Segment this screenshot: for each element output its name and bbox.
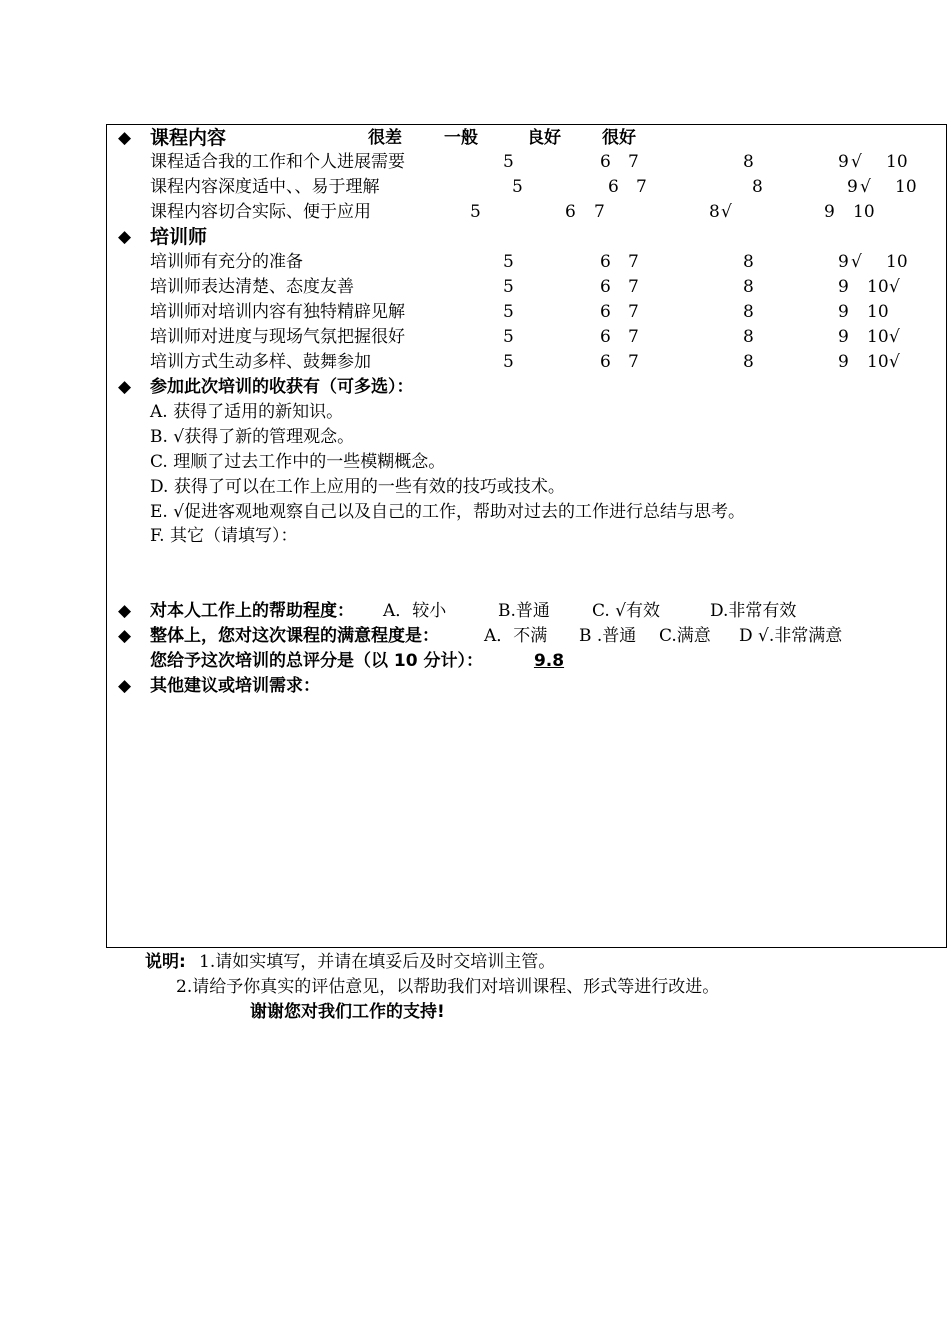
rating-6[interactable]: 6 <box>600 152 611 172</box>
rating-9[interactable]: 9 <box>824 202 835 222</box>
rating-5[interactable]: 5 <box>512 177 523 197</box>
bullet-icon: ◆ <box>118 227 132 247</box>
check-mark: √ <box>851 152 862 172</box>
rating-8[interactable]: 8 <box>709 202 720 222</box>
rating-7[interactable]: 7 <box>628 152 639 172</box>
rating-7[interactable]: 7 <box>628 302 639 322</box>
check-mark: √ <box>860 177 871 197</box>
bullet-icon: ◆ <box>118 128 132 148</box>
rating-8[interactable]: 8 <box>743 302 754 322</box>
gain-option-d[interactable]: D. 获得了可以在工作上应用的一些有效的技巧或技术。 <box>150 477 565 497</box>
rating-7[interactable]: 7 <box>636 177 647 197</box>
scale-good: 良好 <box>527 128 561 148</box>
check-mark: √ <box>889 352 900 372</box>
rating-10[interactable]: 10 <box>853 202 875 222</box>
bullet-icon: ◆ <box>118 377 132 397</box>
rating-6[interactable]: 6 <box>600 277 611 297</box>
section-title-content: 课程内容 <box>150 127 227 149</box>
rating-row-label: 课程内容切合实际、便于应用 <box>150 202 371 222</box>
check-mark: √ <box>889 277 900 297</box>
rating-8[interactable]: 8 <box>743 277 754 297</box>
rating-10[interactable]: 10 <box>895 177 917 197</box>
check-mark: √ <box>851 252 862 272</box>
section-title-trainer: 培训师 <box>150 226 208 248</box>
score-label: 您给予这次培训的总评分是（以 10 分计）： <box>150 651 483 671</box>
rating-row-label: 课程内容深度适中、、易于理解 <box>150 177 380 197</box>
help-label: 对本人工作上的帮助程度： <box>150 601 354 621</box>
gain-option-a[interactable]: A. 获得了适用的新知识。 <box>150 402 344 422</box>
scale-very-good: 很好 <box>602 128 636 148</box>
notes-line-1: 1.请如实填写，并请在填妥后及时交培训主管。 <box>199 952 556 972</box>
rating-7[interactable]: 7 <box>628 252 639 272</box>
rating-5[interactable]: 5 <box>503 327 514 347</box>
rating-10[interactable]: 10 <box>867 352 889 372</box>
scale-average: 一般 <box>444 128 478 148</box>
rating-5[interactable]: 5 <box>503 352 514 372</box>
score-value[interactable]: 9.8 <box>533 651 565 671</box>
rating-6[interactable]: 6 <box>608 177 619 197</box>
rating-9[interactable]: 9 <box>838 152 849 172</box>
satisfaction-option-b[interactable]: B .普通 <box>579 626 637 646</box>
rating-7[interactable]: 7 <box>594 202 605 222</box>
gain-option-e[interactable]: E. √促进客观地观察自己以及自己的工作，帮助对过去的工作进行总结与思考。 <box>150 502 746 522</box>
rating-row-label: 培训师对培训内容有独特精辟见解 <box>150 302 405 322</box>
thanks-text: 谢谢您对我们工作的支持! <box>250 1002 445 1022</box>
rating-5[interactable]: 5 <box>503 252 514 272</box>
satisfaction-option-d[interactable]: D √.非常满意 <box>739 626 843 646</box>
rating-8[interactable]: 8 <box>743 252 754 272</box>
bullet-icon: ◆ <box>118 626 132 646</box>
rating-9[interactable]: 9 <box>838 302 849 322</box>
satisfaction-label: 整体上，您对这次课程的满意程度是： <box>150 626 439 646</box>
rating-8[interactable]: 8 <box>743 327 754 347</box>
rating-6[interactable]: 6 <box>600 352 611 372</box>
rating-9[interactable]: 9 <box>838 277 849 297</box>
bullet-icon: ◆ <box>118 676 132 696</box>
rating-9[interactable]: 9 <box>838 327 849 347</box>
gain-option-f[interactable]: F. 其它（请填写）： <box>150 526 298 546</box>
notes-title: 说明: <box>145 952 186 972</box>
rating-10[interactable]: 10 <box>867 277 889 297</box>
rating-8[interactable]: 8 <box>743 352 754 372</box>
rating-row-label: 培训方式生动多样、鼓舞参加 <box>150 352 371 372</box>
check-mark: √ <box>721 202 732 222</box>
rating-5[interactable]: 5 <box>503 277 514 297</box>
gain-option-b[interactable]: B. √获得了新的管理观念。 <box>150 427 355 447</box>
notes-line-2: 2.请给予你真实的评估意见，以帮助我们对培训课程、形式等进行改进。 <box>176 977 720 997</box>
rating-9[interactable]: 9 <box>838 352 849 372</box>
rating-6[interactable]: 6 <box>600 327 611 347</box>
rating-row-label: 培训师对进度与现场气氛把握很好 <box>150 327 405 347</box>
help-option-d[interactable]: D.非常有效 <box>710 601 797 621</box>
rating-8[interactable]: 8 <box>743 152 754 172</box>
help-option-a[interactable]: A．较小 <box>383 601 447 621</box>
rating-9[interactable]: 9 <box>847 177 858 197</box>
rating-row-label: 培训师有充分的准备 <box>150 252 303 272</box>
rating-row-label: 培训师表达清楚、态度友善 <box>150 277 354 297</box>
satisfaction-option-a[interactable]: A．不满 <box>484 626 548 646</box>
rating-10[interactable]: 10 <box>886 152 908 172</box>
rating-6[interactable]: 6 <box>565 202 576 222</box>
rating-7[interactable]: 7 <box>628 327 639 347</box>
rating-8[interactable]: 8 <box>752 177 763 197</box>
check-mark: √ <box>889 327 900 347</box>
rating-6[interactable]: 6 <box>600 302 611 322</box>
gains-title: 参加此次培训的收获有（可多选）： <box>150 377 414 397</box>
rating-7[interactable]: 7 <box>628 352 639 372</box>
rating-row-label: 课程适合我的工作和个人进展需要 <box>150 152 405 172</box>
help-option-b[interactable]: B.普通 <box>498 601 550 621</box>
rating-5[interactable]: 5 <box>470 202 481 222</box>
suggest-label: 其他建议或培训需求： <box>150 676 320 696</box>
scale-very-poor: 很差 <box>368 128 402 148</box>
rating-10[interactable]: 10 <box>867 302 889 322</box>
bullet-icon: ◆ <box>118 601 132 621</box>
rating-6[interactable]: 6 <box>600 252 611 272</box>
help-option-c[interactable]: C. √有效 <box>592 601 661 621</box>
gain-option-c[interactable]: C. 理顺了过去工作中的一些模糊概念。 <box>150 452 446 472</box>
rating-9[interactable]: 9 <box>838 252 849 272</box>
rating-10[interactable]: 10 <box>867 327 889 347</box>
rating-5[interactable]: 5 <box>503 152 514 172</box>
satisfaction-option-c[interactable]: C.满意 <box>659 626 711 646</box>
rating-10[interactable]: 10 <box>886 252 908 272</box>
rating-7[interactable]: 7 <box>628 277 639 297</box>
rating-5[interactable]: 5 <box>503 302 514 322</box>
